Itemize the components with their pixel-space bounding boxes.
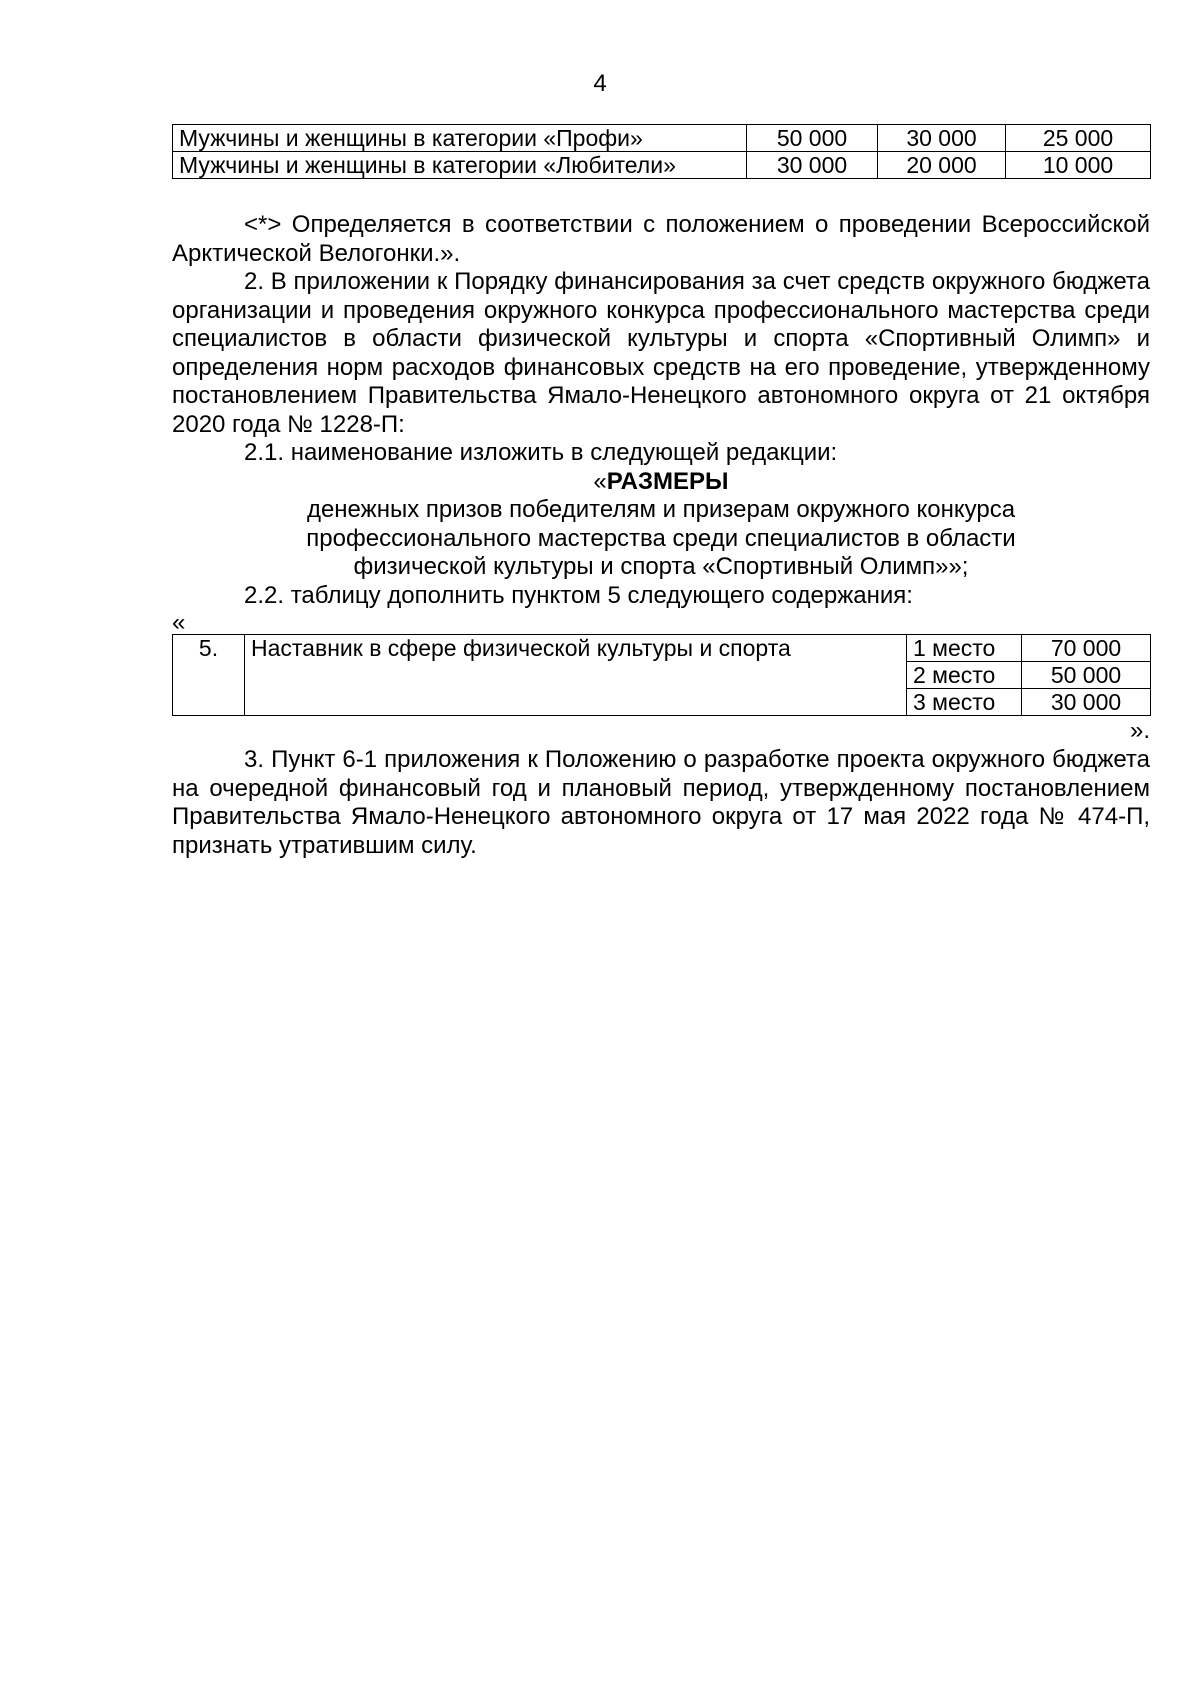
- category-cell: Мужчины и женщины в категории «Профи»: [173, 125, 747, 152]
- category-cell: Мужчины и женщины в категории «Любители»: [173, 152, 747, 179]
- heading-line: денежных призов победителям и призерам окружного конкурса: [306, 496, 1016, 523]
- section-heading: [172, 468, 1150, 582]
- paragraph-3: 3. Пункт 6-1 приложения к Положению о разработке проекта окружного бюджета на очередной финансовый год и плановый период, утвержденному постановлением Правительства Ямало-Ненецкого автономного округа от 17 мая 2022 года № 474-П, признать утратившим силу.: [172, 746, 1150, 859]
- prize-table-categories: [172, 124, 1151, 179]
- quote-open: «: [172, 609, 186, 636]
- heading-line: физической культуры и спорта «Спортивный Олимп»»;: [353, 553, 969, 580]
- prize-table-mentor: [172, 634, 1151, 716]
- amount-cell: 25 000: [1006, 125, 1151, 152]
- quote-close: ».: [1129, 717, 1150, 744]
- amount-cell: 30 000: [747, 152, 878, 179]
- heading-title: РАЗМЕРЫ: [606, 467, 729, 495]
- paragraph-2-2: 2.2. таблицу дополнить пунктом 5 следующего содержания:: [244, 581, 913, 609]
- amount-cell: 20 000: [878, 152, 1006, 179]
- amount-cell: 30 000: [1022, 689, 1151, 716]
- footnote: <*> Определяется в соответствии с положением о проведении Всероссийской Арктической Велогонки.».: [172, 211, 1150, 267]
- amount-cell: 50 000: [1022, 662, 1151, 689]
- place-cell: 3 место: [907, 689, 1022, 716]
- heading-line: профессионального мастерства среди специалистов в области: [306, 524, 1016, 552]
- table-row: [173, 635, 1151, 662]
- document-body: [172, 124, 1150, 860]
- amount-cell: 50 000: [747, 125, 878, 152]
- paragraph-2: 2. В приложении к Порядку финансирования за счет средств окружного бюджета организации и проведения окружного конкурса профессионального мастерства среди специалистов в области физической культуры и спорта «Спортивный Олимп» и определения норм расходов финансовых средств на его проведение, утвержденному постановлением Правительства Ямало-Ненецкого автономного округа от 21 октября 2020 года № 1228-П:: [172, 268, 1150, 438]
- table-row: [173, 152, 1151, 179]
- heading-open-quote: «: [593, 467, 607, 495]
- place-cell: 2 место: [907, 662, 1022, 689]
- paragraph-2-1: 2.1. наименование изложить в следующей редакции:: [244, 439, 838, 466]
- amount-cell: 10 000: [1006, 152, 1151, 179]
- item-number-cell: 5.: [173, 635, 245, 716]
- amount-cell: 30 000: [878, 125, 1006, 152]
- amount-cell: 70 000: [1022, 635, 1151, 662]
- page-number: 4: [593, 70, 607, 97]
- item-label-cell: Наставник в сфере физической культуры и спорта: [245, 635, 907, 716]
- table-row: [173, 125, 1151, 152]
- place-cell: 1 место: [907, 635, 1022, 662]
